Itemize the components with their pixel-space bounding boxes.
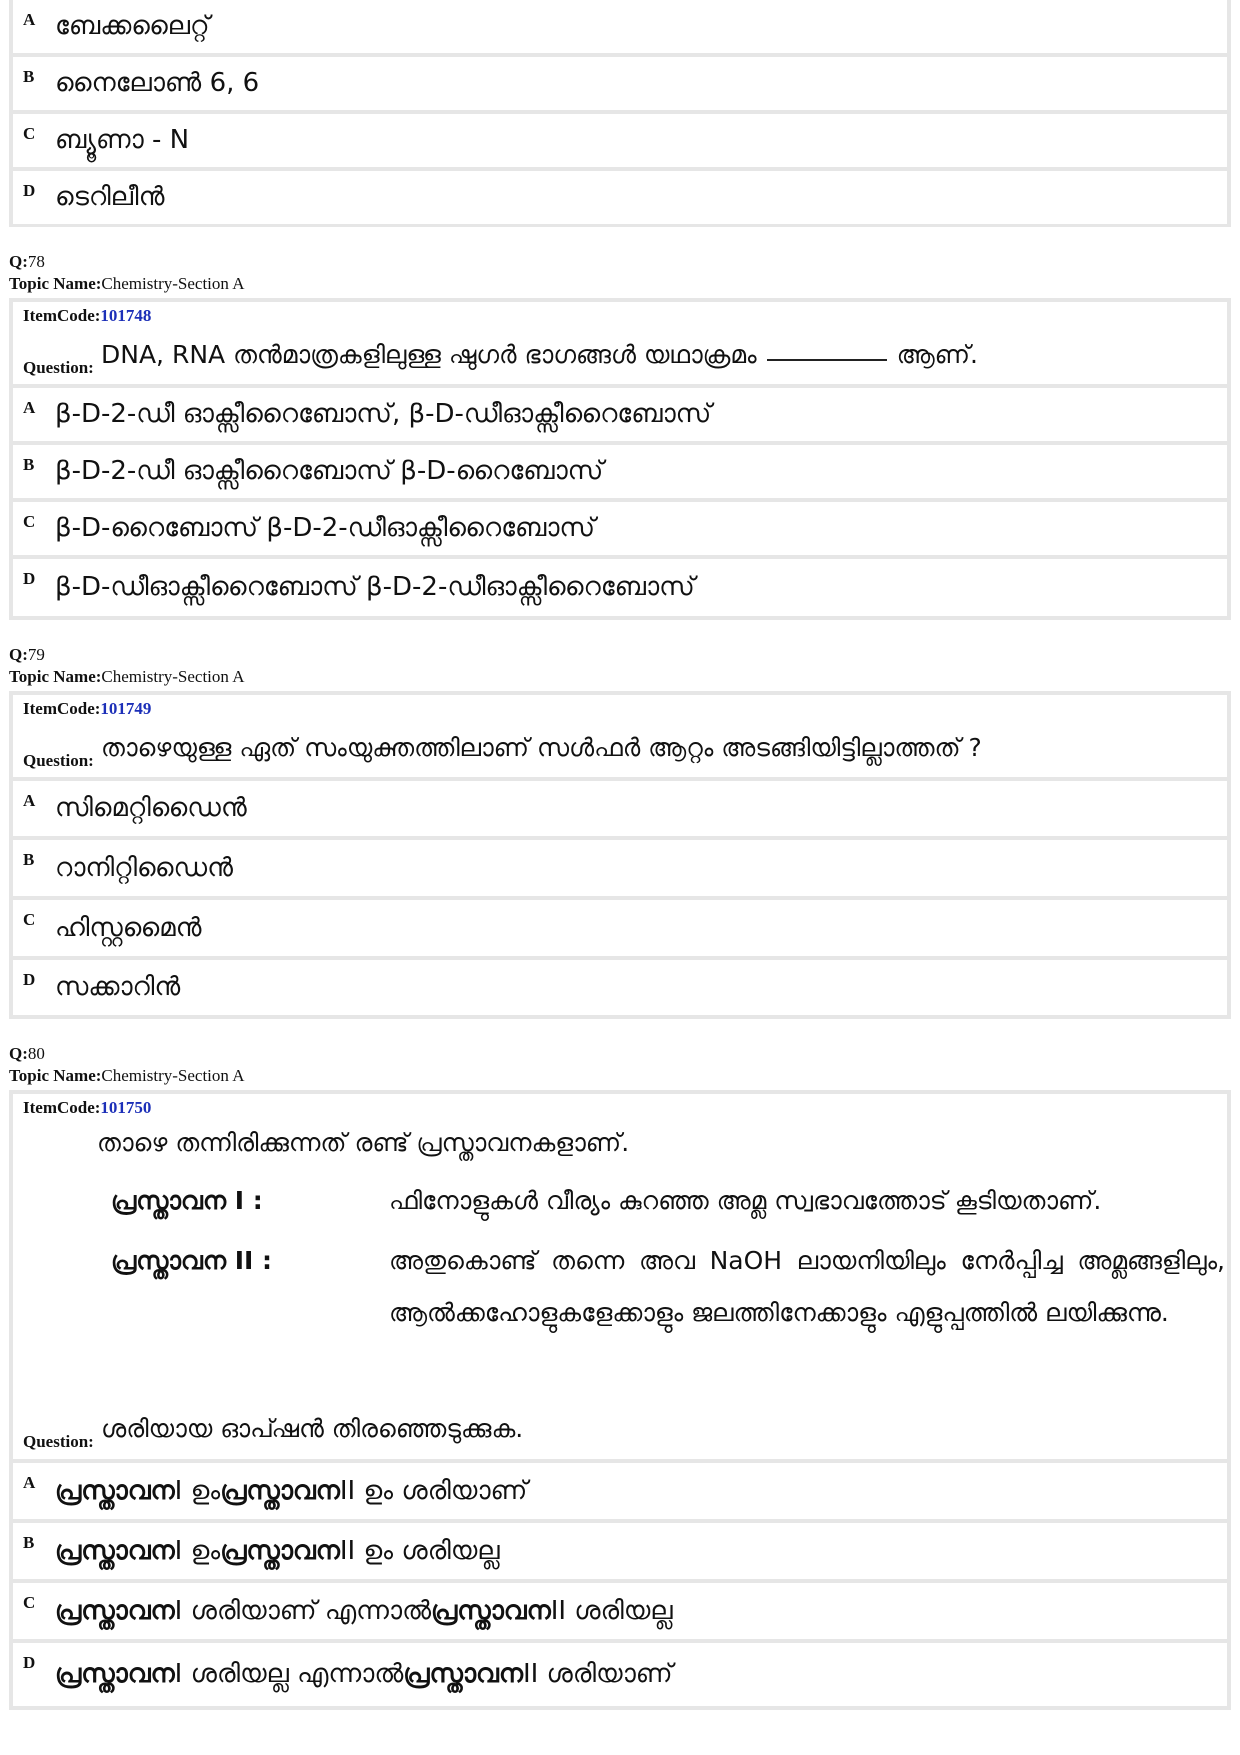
option-text: ബ്യൂണാ - N: [55, 125, 190, 155]
option-text: β-D-2-ഡീ ഓക്സീറൈബോസ്, β-D-ഡീഓക്സീറൈബോസ്: [55, 399, 712, 429]
question-label: Question:: [23, 751, 94, 770]
question-prompt: ശരിയായ ഓപ്ഷൻ തിരഞ്ഞെടുക്കുക.: [101, 1414, 524, 1443]
question-label: Question:: [23, 358, 94, 377]
option-text: പ്രസ്താവന I ഉം പ്രസ്താവന II ഉം ശരിയല്ല: [55, 1535, 500, 1566]
option-text: സിമെറ്റിഡൈൻ: [55, 793, 247, 823]
itemcode: ItemCode:101749: [23, 699, 152, 718]
option-row: [13, 1523, 1227, 1579]
option-row: [13, 840, 1227, 896]
option-letter: A: [23, 398, 36, 417]
topic-label: Topic Name:: [9, 667, 102, 686]
itemcode-value: 101748: [100, 306, 152, 325]
option-row: [13, 0, 1227, 53]
question-meta: [9, 251, 244, 295]
option-text: β-D-ഡീഓക്സീറൈബോസ് β-D-2-ഡീഓക്സീറൈബോസ്: [55, 572, 695, 602]
option-row: [13, 57, 1227, 110]
topic-label: Topic Name:: [9, 1066, 102, 1085]
question-text: താഴെയുള്ള ഏത് സംയുക്തത്തിലാണ് സൾഫർ ആറ്റം അടങ്ങിയിട്ടില്ലാത്തത് ?: [101, 733, 982, 762]
option-letter: C: [23, 1593, 36, 1612]
option-text: ടെറിലീൻ: [55, 182, 165, 212]
question-block: [9, 1090, 1231, 1710]
question-text: DNA, RNA തൻമാത്രകളിലുള്ള ഷുഗർ ഭാഗങ്ങൾ യഥാക്രമം ആണ്.: [101, 340, 978, 369]
option-row: [13, 1583, 1227, 1639]
question-stem: [13, 302, 1227, 384]
answer-blank: [767, 359, 887, 361]
option-row: [13, 445, 1227, 498]
option-text: പ്രസ്താവന I ഉം പ്രസ്താവന II ഉം ശരിയാണ്: [55, 1475, 528, 1506]
option-letter: D: [23, 569, 36, 588]
question-number: 80: [27, 1044, 45, 1063]
option-letter: B: [23, 455, 35, 474]
option-letter: C: [23, 512, 36, 531]
question-block: [9, 298, 1231, 620]
question-meta: [9, 644, 244, 688]
option-letter: A: [23, 1473, 36, 1492]
option-letter: A: [23, 791, 36, 810]
topic-label: Topic Name:: [9, 274, 102, 293]
statement-1-label: പ്രസ്താവന I :: [111, 1186, 263, 1215]
question-label: Question:: [23, 1432, 94, 1451]
topic-name: Chemistry-Section A: [101, 667, 245, 686]
option-letter: D: [23, 970, 36, 989]
option-text: β-D-റൈബോസ് β-D-2-ഡീഓക്സീറൈബോസ്: [55, 513, 596, 543]
question-number: 78: [27, 252, 45, 271]
option-text: സക്കാറിൻ: [55, 972, 181, 1002]
option-row: [13, 960, 1227, 1015]
option-letter: B: [23, 67, 35, 86]
option-row: [13, 388, 1227, 441]
question-stem: [13, 695, 1227, 777]
itemcode: ItemCode:101748: [23, 306, 152, 325]
option-letter: D: [23, 181, 36, 200]
option-row: [13, 781, 1227, 836]
option-letter: C: [23, 124, 36, 143]
question-stem: [13, 1094, 1227, 1459]
topic-name: Chemistry-Section A: [101, 1066, 245, 1085]
option-letter: D: [23, 1653, 36, 1672]
q-label: Q:: [9, 645, 28, 664]
option-text: റാനിറ്റിഡൈൻ: [55, 852, 233, 883]
itemcode-value: 101750: [100, 1098, 152, 1117]
option-letter: A: [23, 10, 36, 29]
option-letter: B: [23, 1533, 35, 1552]
question-block: [9, 691, 1231, 1019]
statements-intro: താഴെ തന്നിരിക്കുന്നത് രണ്ട് പ്രസ്താവനകളാണ്.: [97, 1128, 630, 1157]
option-row: [13, 1643, 1227, 1706]
q-label: Q:: [9, 1044, 28, 1063]
statement-1-text: ഫിനോളുകൾ വീര്യം കുറഞ്ഞ അമ്ല സ്വഭാവത്തോട് കൂടിയതാണ്.: [389, 1186, 1102, 1215]
option-text: ബേക്കലൈറ്റ്: [55, 11, 210, 41]
statement-2-text: അതുകൊണ്ട് തന്നെ അവ NaOH ലായനിയിലും നേർപ്പിച്ച അമ്ലങ്ങളിലും, ആൽക്കഹോളുകളേക്കാളും ജലത്തിനേക്കാളും എളുപ്പത്തിൽ ലയിക്കുന്നു.: [389, 1246, 1225, 1327]
topic-name: Chemistry-Section A: [101, 274, 245, 293]
question-number: 79: [27, 645, 45, 664]
prev-options-block: [9, 0, 1231, 227]
option-row: [13, 900, 1227, 956]
option-text: β-D-2-ഡീ ഓക്സീറൈബോസ് β-D-റൈബോസ്: [55, 456, 604, 486]
option-row: [13, 171, 1227, 224]
option-letter: C: [23, 910, 36, 929]
itemcode-value: 101749: [100, 699, 152, 718]
statement-2-label: പ്രസ്താവന II :: [111, 1246, 273, 1275]
option-row: [13, 559, 1227, 616]
q-label: Q:: [9, 252, 28, 271]
option-text: നൈലോൺ 6, 6: [55, 68, 260, 98]
option-row: [13, 114, 1227, 167]
option-text: പ്രസ്താവന I ശരിയല്ല എന്നാൽ പ്രസ്താവന II ശരിയാണ്: [55, 1659, 673, 1689]
option-text: പ്രസ്താവന I ശരിയാണ് എന്നാൽ പ്രസ്താവന II ശരിയല്ല: [55, 1595, 673, 1626]
itemcode: ItemCode:101750: [23, 1098, 152, 1117]
option-row: [13, 502, 1227, 555]
option-text: ഹിസ്റ്റമൈൻ: [55, 912, 202, 943]
question-meta: [9, 1043, 244, 1087]
option-row: [13, 1463, 1227, 1519]
option-letter: B: [23, 850, 35, 869]
